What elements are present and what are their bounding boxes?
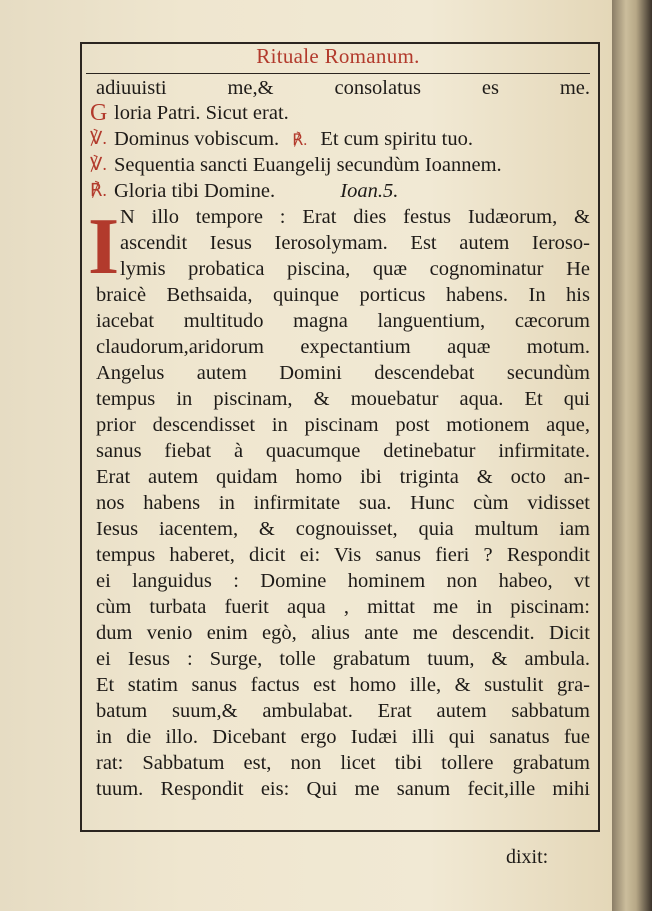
scripture-reference: Ioan.5. [340,180,399,202]
text-line-23: ei Iesus : Surge, tolle grabatum tuum, & ambula. [96,648,590,670]
dominus-vobiscum: Dominus vobiscum. [114,128,280,150]
text-line-8: lymis probatica piscina, quæ cognominatur He [120,258,590,280]
text-line-9: braicè Bethsaida, quinque porticus habens. In his [96,284,590,306]
catchword: dixit: [506,846,549,868]
text-line-13: tempus in piscinam, & mouebatur aqua. Et qui [96,388,590,410]
text-line-21: cùm turbata fuerit aqua , mittat me in piscinam: [96,596,590,618]
text-line-27: rat: Sabbatum est, non licet tibi tollere grabatum [96,752,590,774]
response-icon: ℟. [90,180,107,200]
text-line-12: Angelus autem Domini descendebat secundùm [96,362,590,384]
gloria-tibi: Gloria tibi Domine. [114,180,276,202]
text-line-18: Iesus iacentem, & cognouisset, quia multum iam [96,518,590,540]
text-line-17: nos habens in infirmitate sua. Hunc cùm vidisset [96,492,590,514]
text-line-4: Sequentia sancti Euangelij secundùm Ioannem. [114,154,502,176]
response-icon: ℟. [292,132,308,149]
text-line-22: dum venio enim egò, alius ante me descendit. Dicit [96,622,590,644]
text-line-24: Et statim sanus factus est homo ille, & sustulit gra- [96,674,590,696]
text-line-16: Erat autem quidam homo ibi triginta & octo an- [96,466,590,488]
text-line-15: sanus fiebat à quacumque detinebatur infirmitate. [96,440,590,462]
text-line-10: iacebat multitudo magna languentium, cæcorum [96,310,590,332]
drop-cap-initial: I [88,203,120,291]
text-line-3 [114,127,608,153]
text-line-11: claudorum,aridorum expectantium aquæ motum. [96,336,590,358]
et-cum-spiritu: Et cum spiritu tuo. [320,128,473,150]
text-line-2: loria Patri. Sicut erat. [114,102,289,124]
initial-g: G [90,100,108,126]
text-line-5 [114,179,608,203]
text-line-20: ei languidus : Domine hominem non habeo, vt [96,570,590,592]
versicle-icon: ℣. [90,154,107,174]
text-line-28: tuum. Respondit eis: Qui me sanum fecit,ille mihi [96,778,590,800]
running-head: Rituale Romanum. [256,44,420,68]
text-line-6: N illo tempore : Erat dies festus Iudæorum, & [120,206,590,228]
text-line-1: adiuuisti me,& consolatus es me. [96,77,590,99]
versicle-icon: ℣. [90,128,107,148]
text-line-14: prior descendisset in piscinam post motionem aque, [96,414,590,436]
text-line-19: tempus haberet, dicit ei: Vis sanus fieri ? Respondit [96,544,590,566]
text-line-25: batum suum,& ambulabat. Erat autem sabbatum [96,700,590,722]
header-rule [86,73,590,74]
text-line-7: ascendit Iesus Ierosolymam. Est autem Ieroso- [120,232,590,254]
text-line-26: in die illo. Dicebant ergo Iudæi illi qui sanatus fue [96,726,590,748]
adjacent-page-edge [612,0,652,911]
